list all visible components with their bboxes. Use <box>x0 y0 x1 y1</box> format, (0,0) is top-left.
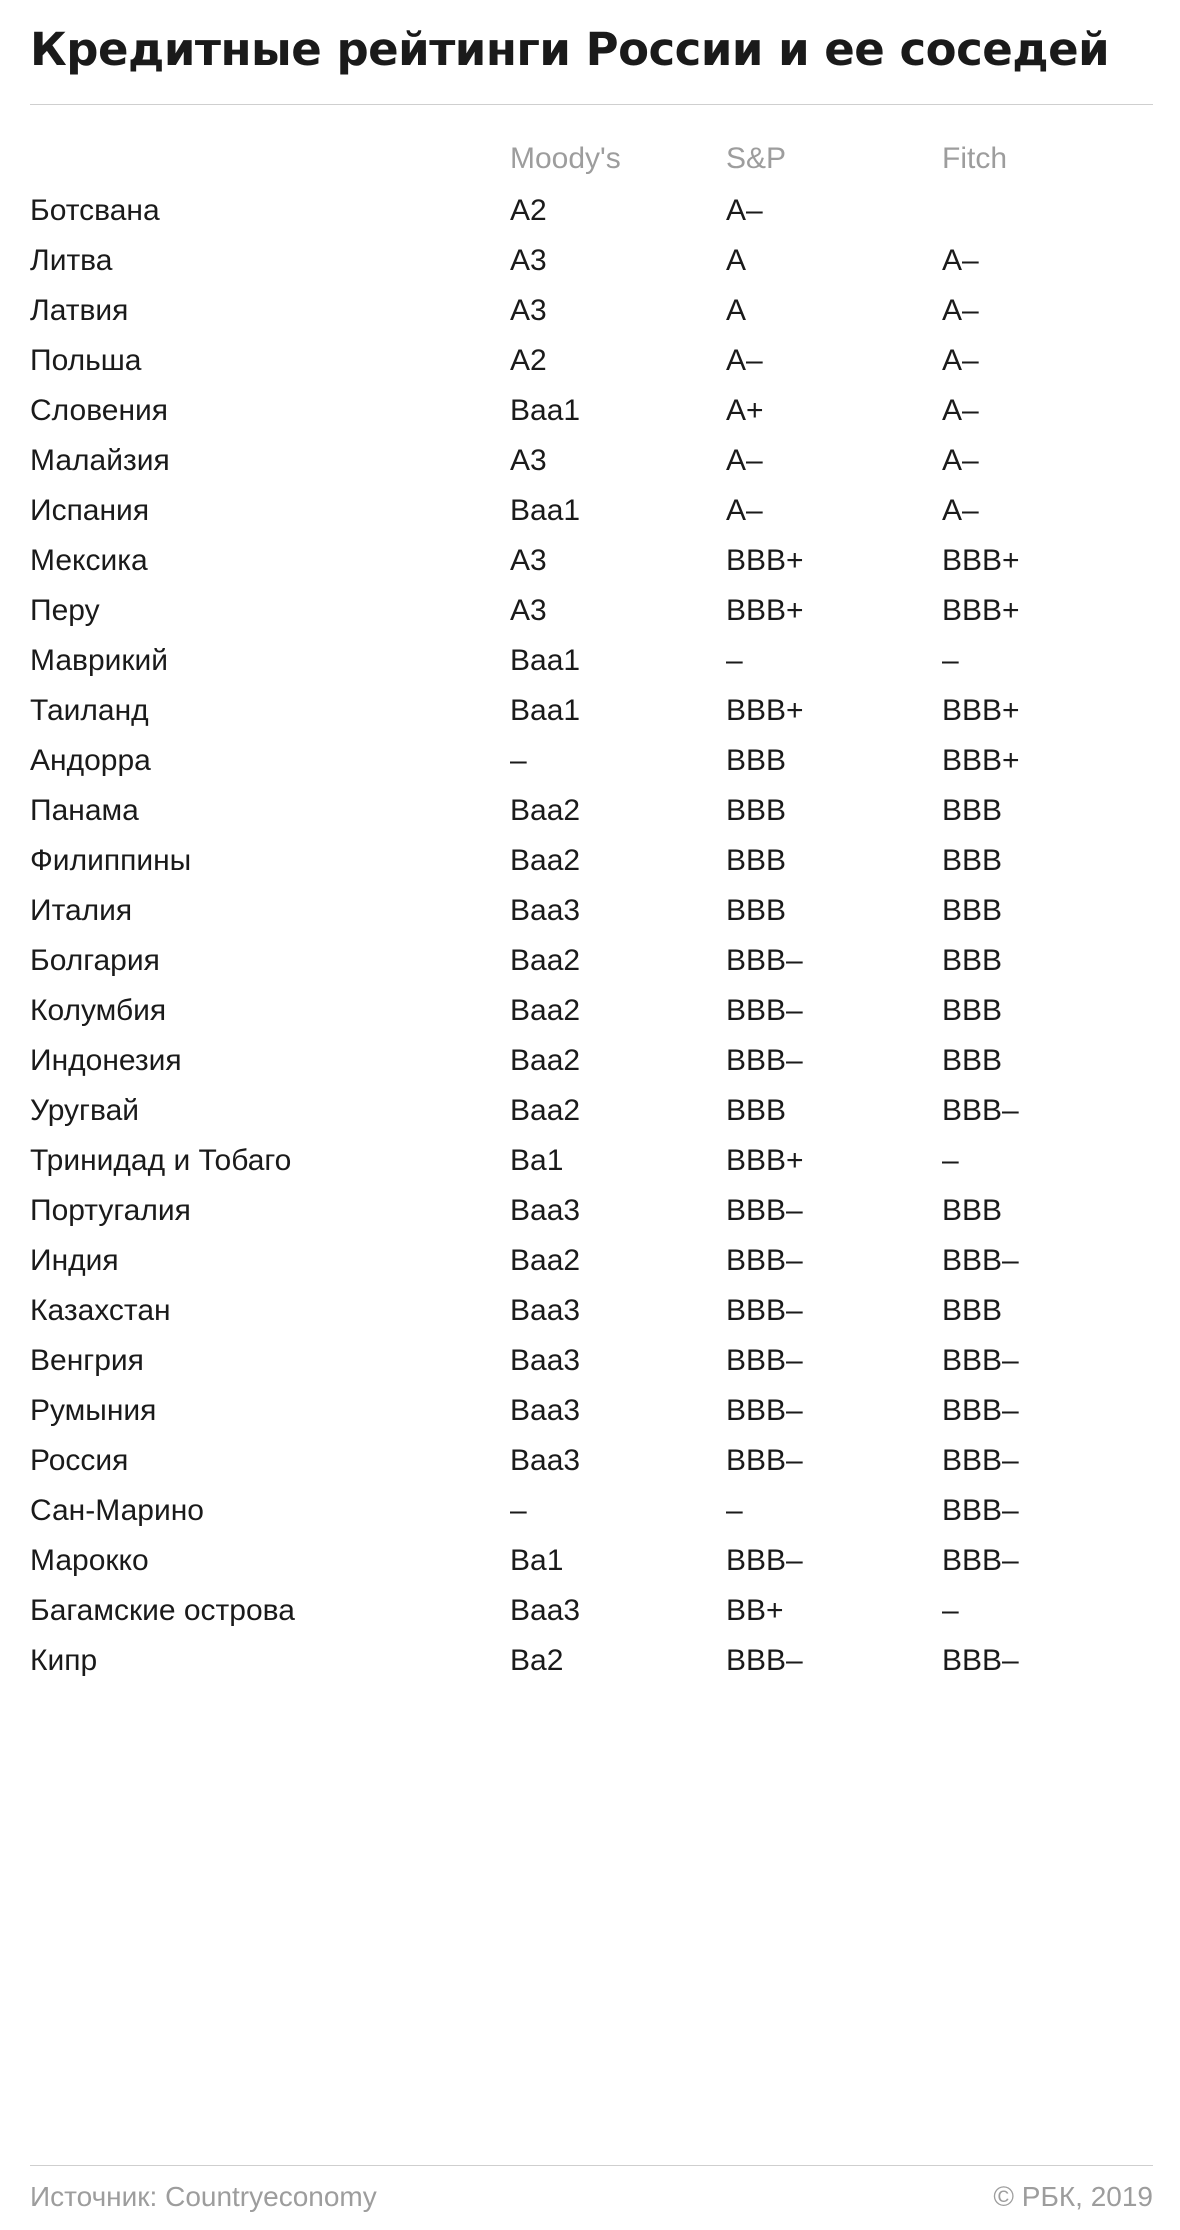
cell-sp: BBB <box>726 744 787 777</box>
cell-moodys: Baa1 <box>510 394 581 427</box>
cell-moodys: – <box>510 1494 527 1527</box>
cell-country: Индия <box>30 1244 119 1277</box>
cell-fitch: BBB– <box>942 1394 1019 1427</box>
source-note: Источник: Countryeconomy <box>30 2181 377 2212</box>
cell-sp: BBB– <box>726 944 803 977</box>
cell-moodys: Baa1 <box>510 494 581 527</box>
column-header-1: Moody's <box>510 142 621 175</box>
cell-sp: BBB– <box>726 1194 803 1227</box>
column-header-3: Fitch <box>942 142 1008 175</box>
cell-country: Литва <box>30 244 113 277</box>
cell-sp: A– <box>726 194 763 227</box>
cell-country: Казахстан <box>30 1294 171 1327</box>
cell-sp: BBB– <box>726 1544 803 1577</box>
cell-country: Маврикий <box>30 644 169 677</box>
cell-fitch: BBB– <box>942 1444 1019 1477</box>
cell-moodys: Baa2 <box>510 1244 581 1277</box>
cell-country: Панама <box>30 794 139 827</box>
cell-country: Португалия <box>30 1194 191 1227</box>
cell-moodys: Baa3 <box>510 1394 581 1427</box>
cell-sp: BBB– <box>726 1344 803 1377</box>
cell-moodys: Ba2 <box>510 1644 564 1677</box>
cell-sp: – <box>726 644 743 677</box>
cell-country: Тринидад и Тобаго <box>30 1144 292 1177</box>
cell-fitch: BBB <box>942 844 1003 877</box>
cell-moodys: Baa3 <box>510 1444 581 1477</box>
cell-sp: BBB– <box>726 1294 803 1327</box>
cell-sp: BBB– <box>726 1644 803 1677</box>
cell-sp: BBB– <box>726 1044 803 1077</box>
cell-fitch: BBB <box>942 1044 1003 1077</box>
cell-country: Индонезия <box>30 1044 182 1077</box>
cell-fitch: BBB <box>942 894 1003 927</box>
cell-country: Уругвай <box>30 1094 140 1127</box>
cell-moodys: Baa2 <box>510 1094 581 1127</box>
cell-sp: BBB <box>726 794 787 827</box>
cell-country: Россия <box>30 1444 129 1477</box>
cell-fitch: BBB+ <box>942 594 1020 627</box>
cell-sp: A– <box>726 344 763 377</box>
cell-fitch: BBB+ <box>942 694 1020 727</box>
cell-country: Румыния <box>30 1394 157 1427</box>
cell-fitch: – <box>942 644 959 677</box>
cell-moodys: Ba1 <box>510 1144 564 1177</box>
cell-country: Багамские острова <box>30 1594 295 1627</box>
cell-sp: A– <box>726 444 763 477</box>
cell-fitch: BBB+ <box>942 544 1020 577</box>
cell-moodys: Baa3 <box>510 894 581 927</box>
cell-moodys: A3 <box>510 444 547 477</box>
cell-fitch: – <box>942 1144 959 1177</box>
cell-country: Италия <box>30 894 133 927</box>
cell-moodys: A3 <box>510 544 547 577</box>
cell-country: Таиланд <box>30 694 149 727</box>
cell-sp: BBB <box>726 844 787 877</box>
cell-country: Венгрия <box>30 1344 144 1377</box>
cell-sp: BBB+ <box>726 544 804 577</box>
cell-sp: A+ <box>726 394 764 427</box>
cell-moodys: A2 <box>510 344 547 377</box>
cell-country: Сан-Марино <box>30 1494 204 1527</box>
cell-fitch: BBB– <box>942 1244 1019 1277</box>
cell-sp: BBB+ <box>726 694 804 727</box>
cell-country: Перу <box>30 594 100 627</box>
cell-moodys: A2 <box>510 194 547 227</box>
cell-country: Латвия <box>30 294 129 327</box>
cell-fitch: A– <box>942 344 979 377</box>
cell-moodys: Baa1 <box>510 644 581 677</box>
title-divider <box>30 104 1153 105</box>
cell-fitch: BBB <box>942 1194 1003 1227</box>
cell-moodys: A3 <box>510 594 547 627</box>
cell-country: Филиппины <box>30 844 192 877</box>
cell-fitch: BBB <box>942 994 1003 1027</box>
copyright-note: © РБК, 2019 <box>993 2181 1153 2212</box>
cell-sp: BBB– <box>726 1394 803 1427</box>
cell-sp: BBB– <box>726 1444 803 1477</box>
footer-divider <box>30 2165 1153 2166</box>
cell-moodys: – <box>510 744 527 777</box>
cell-fitch: A– <box>942 494 979 527</box>
cell-country: Ботсвана <box>30 194 160 227</box>
cell-moodys: Baa2 <box>510 794 581 827</box>
cell-sp: A– <box>726 494 763 527</box>
cell-country: Мексика <box>30 544 148 577</box>
cell-country: Польша <box>30 344 142 377</box>
cell-sp: BBB+ <box>726 594 804 627</box>
cell-fitch: – <box>942 1594 959 1627</box>
cell-country: Испания <box>30 494 150 527</box>
cell-country: Колумбия <box>30 994 167 1027</box>
cell-country: Словения <box>30 394 169 427</box>
cell-moodys: Baa1 <box>510 694 581 727</box>
cell-fitch: BBB– <box>942 1544 1019 1577</box>
cell-sp: A <box>726 244 747 277</box>
chart-title: Кредитные рейтинги России и ее соседей <box>30 23 1110 76</box>
cell-fitch: BBB– <box>942 1644 1019 1677</box>
cell-moodys: A3 <box>510 244 547 277</box>
cell-moodys: A3 <box>510 294 547 327</box>
cell-country: Болгария <box>30 944 160 977</box>
cell-sp: BBB– <box>726 994 803 1027</box>
cell-fitch: BBB+ <box>942 744 1020 777</box>
cell-fitch: A– <box>942 444 979 477</box>
cell-sp: BB+ <box>726 1594 784 1627</box>
cell-sp: – <box>726 1494 743 1527</box>
cell-sp: A <box>726 294 747 327</box>
cell-country: Марокко <box>30 1544 149 1577</box>
cell-sp: BBB+ <box>726 1144 804 1177</box>
cell-fitch: A– <box>942 394 979 427</box>
column-header-2: S&P <box>726 142 787 175</box>
cell-moodys: Baa3 <box>510 1344 581 1377</box>
cell-moodys: Baa3 <box>510 1294 581 1327</box>
cell-country: Малайзия <box>30 444 170 477</box>
cell-fitch: BBB <box>942 1294 1003 1327</box>
cell-moodys: Baa3 <box>510 1594 581 1627</box>
cell-sp: BBB <box>726 894 787 927</box>
cell-moodys: Baa2 <box>510 1044 581 1077</box>
cell-fitch: BBB– <box>942 1344 1019 1377</box>
cell-fitch: BBB– <box>942 1494 1019 1527</box>
cell-moodys: Baa2 <box>510 994 581 1027</box>
cell-moodys: Ba1 <box>510 1544 564 1577</box>
cell-fitch: A– <box>942 294 979 327</box>
cell-fitch: BBB <box>942 794 1003 827</box>
cell-fitch: BBB– <box>942 1094 1019 1127</box>
cell-sp: BBB <box>726 1094 787 1127</box>
cell-moodys: Baa2 <box>510 844 581 877</box>
cell-moodys: Baa3 <box>510 1194 581 1227</box>
cell-country: Кипр <box>30 1644 98 1677</box>
cell-sp: BBB– <box>726 1244 803 1277</box>
cell-fitch: A– <box>942 244 979 277</box>
cell-country: Андорра <box>30 744 151 777</box>
cell-moodys: Baa2 <box>510 944 581 977</box>
cell-fitch: BBB <box>942 944 1003 977</box>
